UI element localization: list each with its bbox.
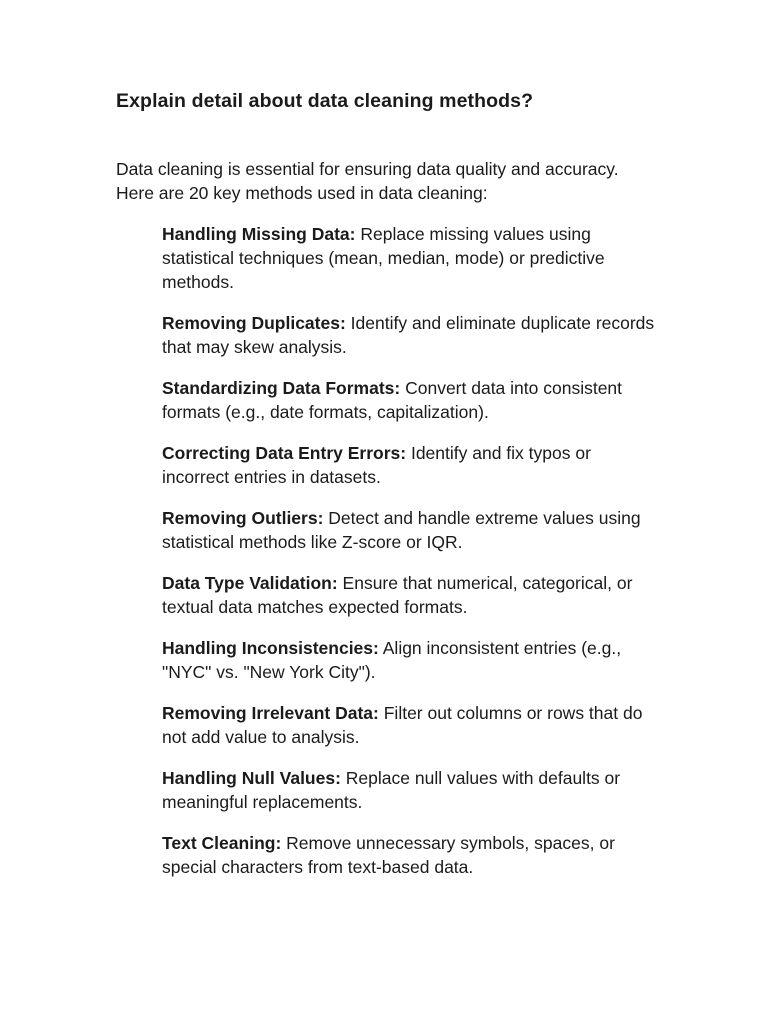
method-item xyxy=(162,831,662,879)
method-term: Removing Duplicates: xyxy=(162,313,346,333)
method-item xyxy=(162,701,662,749)
method-description: Detect and handle extreme values using statistical methods like Z-score or IQR. xyxy=(162,508,641,552)
method-description: Identify and fix typos or incorrect entries in datasets. xyxy=(162,443,591,487)
method-description: Align inconsistent entries (e.g., "NYC" vs. "New York City"). xyxy=(162,638,622,682)
method-description: Ensure that numerical, categorical, or textual data matches expected formats. xyxy=(162,573,633,617)
method-term: Handling Missing Data: xyxy=(162,224,356,244)
method-item xyxy=(162,441,662,489)
method-term: Handling Inconsistencies: xyxy=(162,638,379,658)
method-item xyxy=(162,376,662,424)
method-term: Handling Null Values: xyxy=(162,768,341,788)
document-title: Explain detail about data cleaning methods? xyxy=(116,90,534,112)
method-term: Text Cleaning: xyxy=(162,833,282,853)
method-item xyxy=(162,311,662,359)
method-term: Removing Irrelevant Data: xyxy=(162,703,379,723)
method-description: Replace null values with defaults or meaningful replacements. xyxy=(162,768,621,812)
method-description: Identify and eliminate duplicate records that may skew analysis. xyxy=(162,313,655,357)
method-description: Replace missing values using statistical techniques (mean, median, mode) or predictive methods. xyxy=(162,224,605,292)
methods-list xyxy=(162,222,662,896)
method-item xyxy=(162,222,662,294)
method-description: Convert data into consistent formats (e.g., date formats, capitalization). xyxy=(162,378,623,422)
method-description: Remove unnecessary symbols, spaces, or special characters from text-based data. xyxy=(162,833,615,877)
method-item xyxy=(162,506,662,554)
method-item xyxy=(162,766,662,814)
method-term: Removing Outliers: xyxy=(162,508,324,528)
method-term: Data Type Validation: xyxy=(162,573,338,593)
method-description: Filter out columns or rows that do not add value to analysis. xyxy=(162,703,643,747)
method-item xyxy=(162,636,662,684)
method-item xyxy=(162,571,662,619)
method-term: Standardizing Data Formats: xyxy=(162,378,401,398)
intro-paragraph: Data cleaning is essential for ensuring data quality and accuracy. Here are 20 key methods used in data cleaning: xyxy=(116,159,619,203)
method-term: Correcting Data Entry Errors: xyxy=(162,443,407,463)
